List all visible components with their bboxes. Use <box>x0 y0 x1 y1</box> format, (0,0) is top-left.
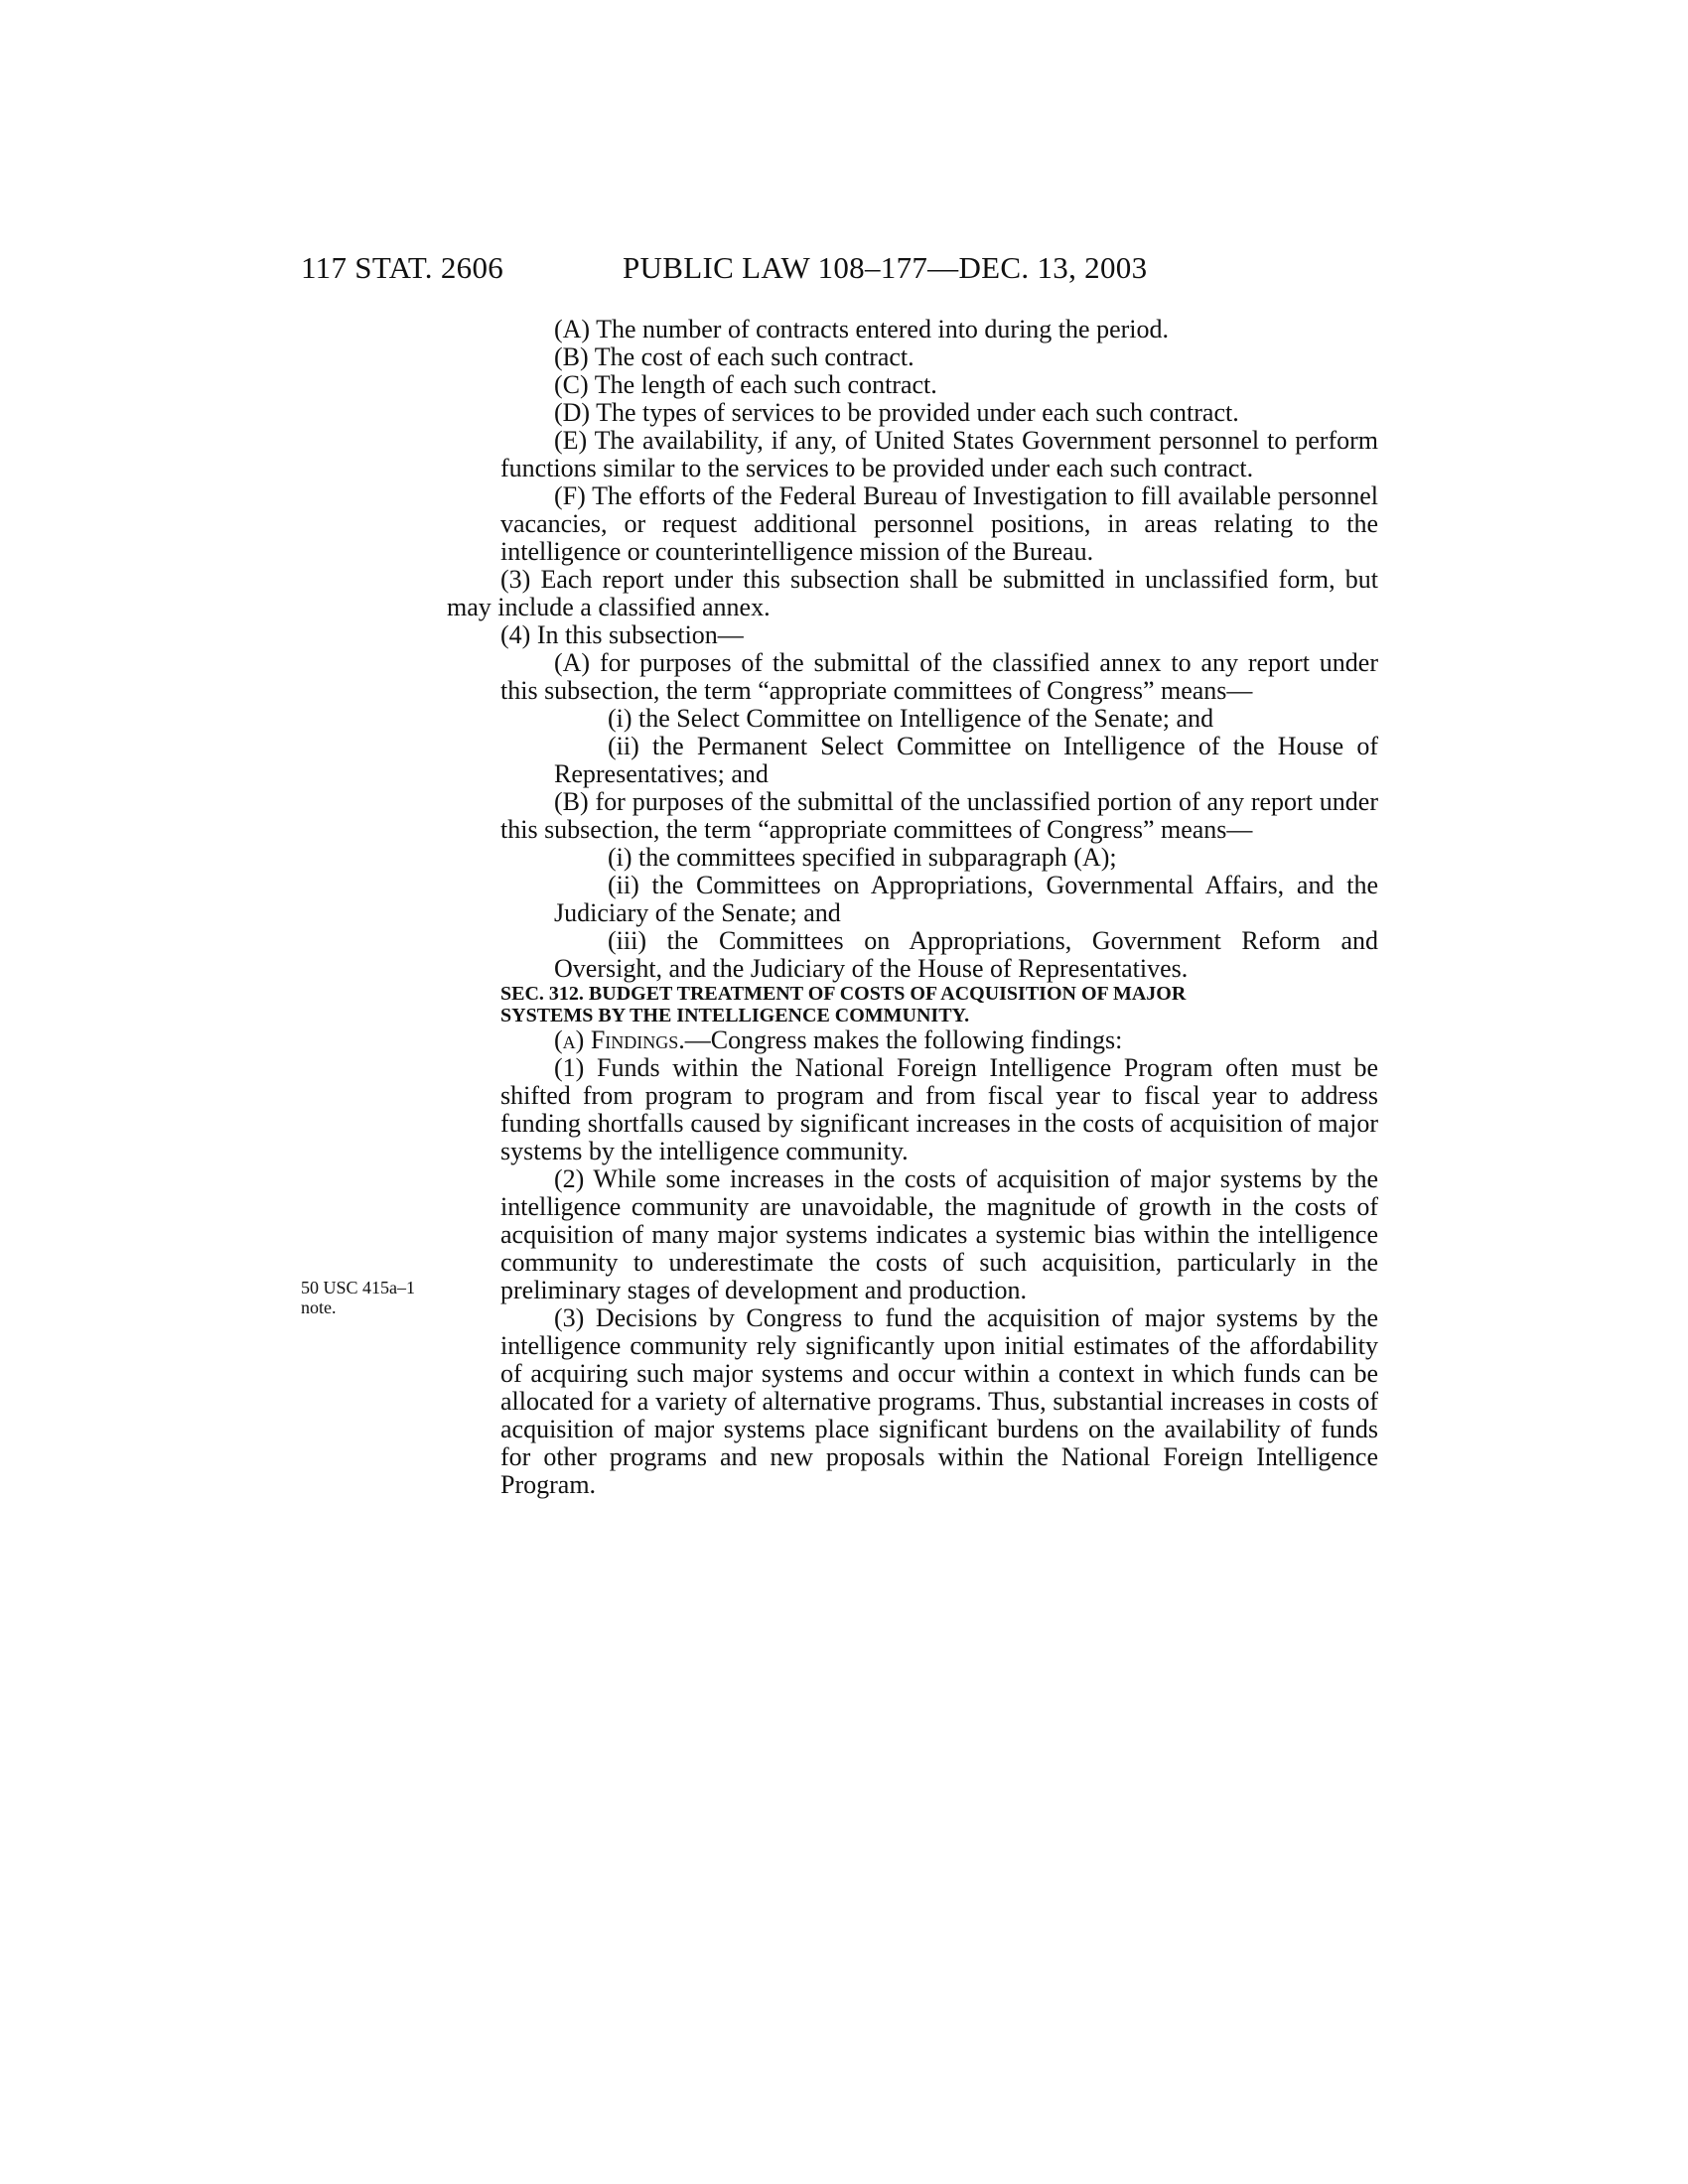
usc-margin-note <box>301 1278 470 1317</box>
paragraph-3: (3) Each report under this subsection shall be submitted in unclassified form, but may include a classified annex. <box>447 565 1378 621</box>
findings-intro <box>500 1026 1378 1054</box>
paragraph-4B-iii: (iii) the Committees on Appropriations, Government Reform and Oversight, and the Judiciary of the House of Representatives. <box>554 926 1378 983</box>
paragraph-4B-i: (i) the committees specified in subparagraph (A); <box>608 843 1117 872</box>
law-title-header: PUBLIC LAW 108–177—DEC. 13, 2003 <box>623 250 1148 285</box>
section-heading <box>500 983 1378 1026</box>
paragraph-E: (E) The availability, if any, of United States Government personnel to perform functions similar to the services to be provided under each such contract. <box>500 426 1378 482</box>
paragraph-4A-ii: (ii) the Permanent Select Committee on Intelligence of the House of Representatives; and <box>554 732 1378 788</box>
paragraph-C: (C) The length of each such contract. <box>554 370 937 399</box>
section-heading-line1: SEC. 312. BUDGET TREATMENT OF COSTS OF ACQUISITION OF MAJOR <box>500 983 1187 1005</box>
document-body <box>447 315 1378 1499</box>
stat-page-number: 117 STAT. 2606 <box>301 250 504 285</box>
usc-note-label: note. <box>301 1297 337 1317</box>
paragraph-A: (A) The number of contracts entered into during the period. <box>554 315 1169 343</box>
section-heading-line2: SYSTEMS BY THE INTELLIGENCE COMMUNITY. <box>500 1005 970 1026</box>
usc-citation: 50 USC 415a–1 <box>301 1278 416 1297</box>
finding-1: (1) Funds within the National Foreign Intelligence Program often must be shifted from program to program and from fiscal year to fiscal year to address funding shortfalls caused by significant increases in the costs of acquisition of major systems by the intelligence community. <box>500 1053 1378 1165</box>
paragraph-4B: (B) for purposes of the submittal of the unclassified portion of any report under this subsection, the term “appropriate committees of Congress” means— <box>500 787 1378 844</box>
paragraph-4B-ii: (ii) the Committees on Appropriations, Governmental Affairs, and the Judiciary of the Senate; and <box>554 871 1378 927</box>
paragraph-4A-i: (i) the Select Committee on Intelligence of the Senate; and <box>608 704 1214 733</box>
paragraph-4: (4) In this subsection— <box>500 620 744 649</box>
paragraph-B: (B) The cost of each such contract. <box>554 342 914 371</box>
findings-text: —Congress makes the following findings: <box>684 1025 1123 1054</box>
findings-label: (a) Findings. <box>554 1025 685 1054</box>
finding-2: (2) While some increases in the costs of acquisition of major systems by the intelligence community are unavoidable, the magnitude of growth in the costs of acquisition of many major systems indicates a systemic bias within the intelligence community to underestimate the costs of such acquisition, particularly in the preliminary stages of development and production. <box>500 1164 1378 1304</box>
paragraph-D: (D) The types of services to be provided under each such contract. <box>554 398 1239 427</box>
finding-3: (3) Decisions by Congress to fund the acquisition of major systems by the intelligence community rely significantly upon initial estimates of the affordability of acquiring such major systems and occur within a context in which funds can be allocated for a variety of alternative programs. Thus, substantial increases in costs of acquisition of major systems place significant burdens on the availability of funds for other programs and new proposals within the National Foreign Intelligence Program. <box>500 1303 1378 1499</box>
paragraph-4A: (A) for purposes of the submittal of the classified annex to any report under this subsection, the term “appropriate committees of Congress” means— <box>500 648 1378 705</box>
paragraph-F: (F) The efforts of the Federal Bureau of Investigation to fill available personnel vacancies, or request additional personnel positions, in areas relating to the intelligence or counterintelligence mission of the Bureau. <box>500 481 1378 566</box>
